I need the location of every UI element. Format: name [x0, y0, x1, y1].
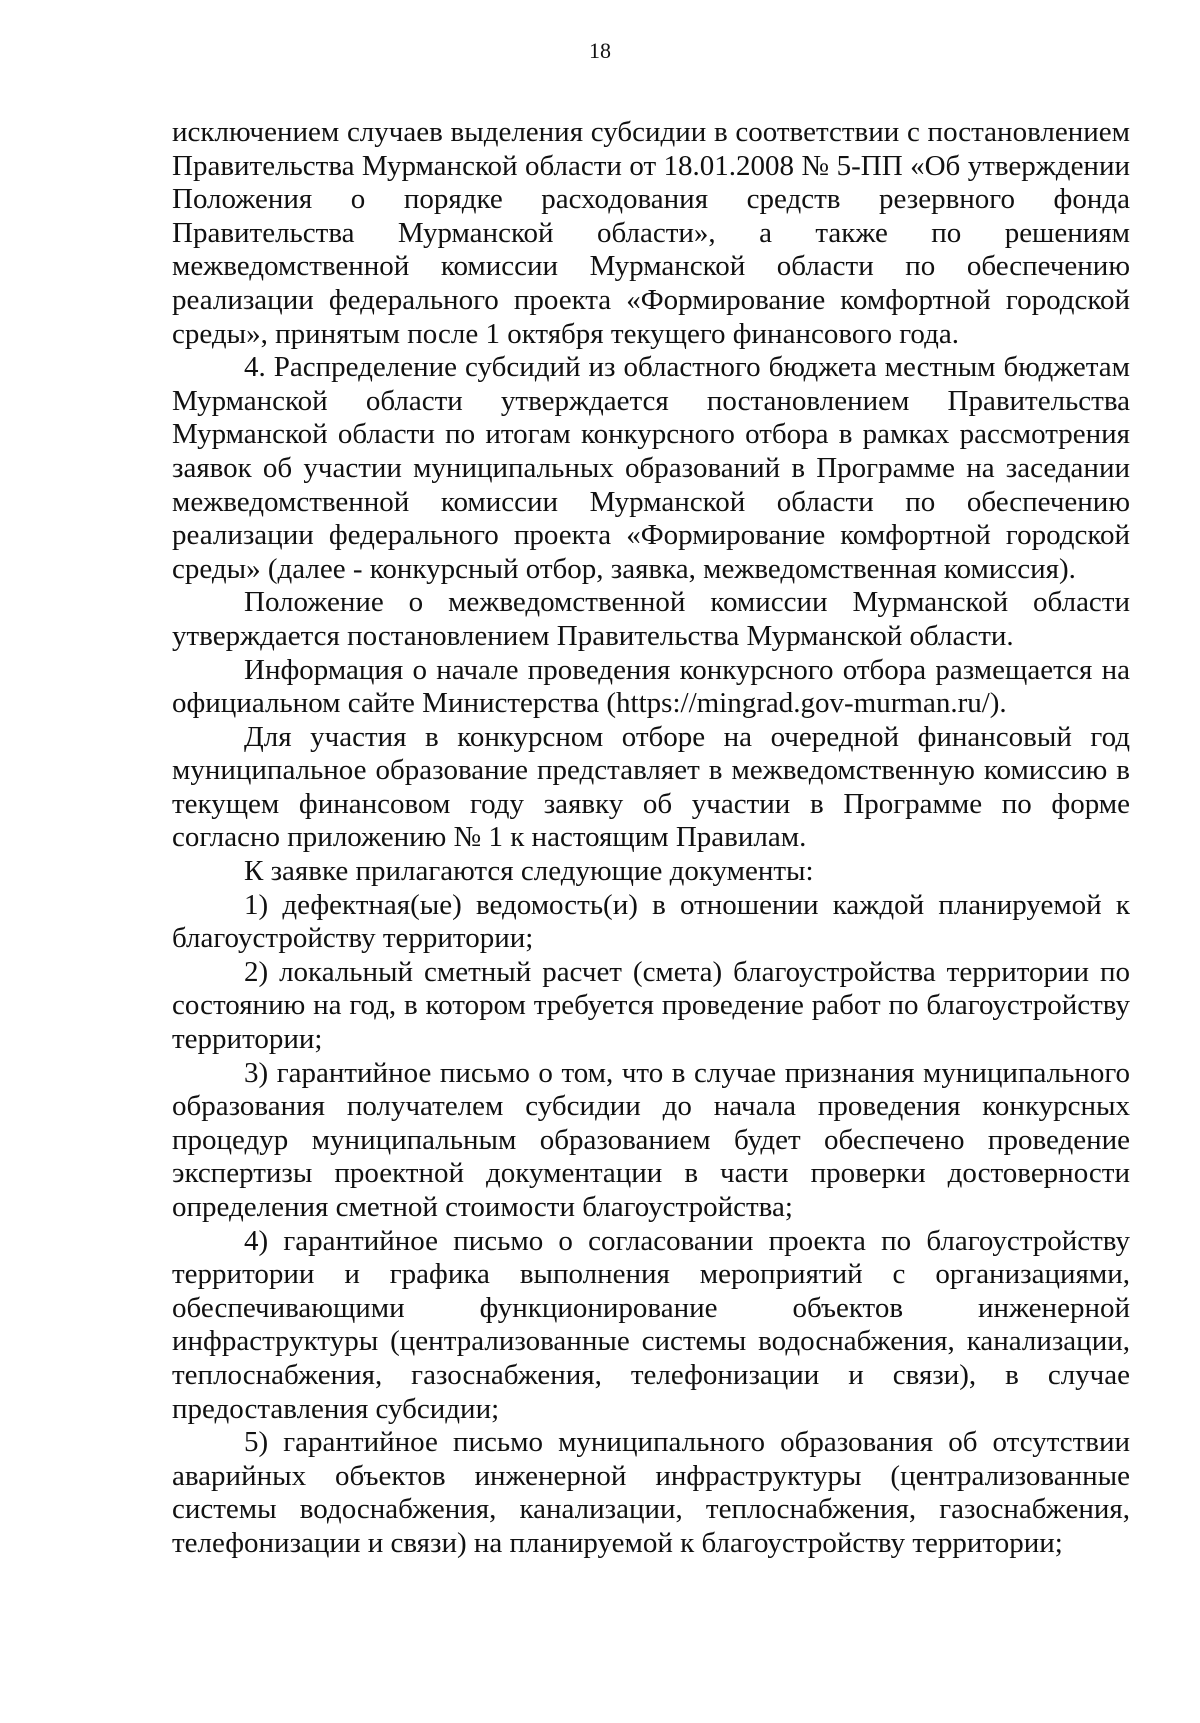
- paragraph-selection-info: Информация о начале проведения конкурсного отбора размещается на официальном сайте Министерства (https://mingrad.gov-murman.ru/).: [172, 653, 1130, 720]
- list-item-1: 1) дефектная(ые) ведомость(и) в отношении каждой планируемой к благоустройству территории;: [172, 888, 1130, 955]
- document-body: [172, 116, 1130, 1561]
- paragraph-continuation: исключением случаев выделения субсидии в соответствии с постановлением Правительства Мурманской области от 18.01.2008 № 5-ПП «Об утверждении Положения о порядке расходования средств резервного фонда Правительства Мурманской области», а также по решениям межведомственной комиссии Мурманской области по обеспечению реализации федерального проекта «Формирование комфортной городской среды», принятым после 1 октября текущего финансового года.: [172, 116, 1130, 350]
- paragraph-participation: Для участия в конкурсном отборе на очередной финансовый год муниципальное образование представляет в межведомственную комиссию в текущем финансовом году заявку об участии в Программе по форме согласно приложению № 1 к настоящим Правилам.: [172, 720, 1130, 854]
- paragraph-commission-regulation: Положение о межведомственной комиссии Мурманской области утверждается постановлением Правительства Мурманской области.: [172, 586, 1130, 652]
- paragraph-documents-intro: К заявке прилагаются следующие документы:: [244, 855, 814, 888]
- page-number: 18: [589, 38, 611, 63]
- list-item-4: 4) гарантийное письмо о согласовании проекта по благоустройству территории и графика выполнения мероприятий с организациями, обеспечивающими функционирование объектов инженерной инфраструктуры (централизованные системы водоснабжения, канализации, теплоснабжения, газоснабжения, телефонизации и связи), в случае предоставления субсидии;: [172, 1224, 1130, 1425]
- paragraph-item-4: 4. Распределение субсидий из областного бюджета местным бюджетам Мурманской области утверждается постановлением Правительства Мурманской области по итогам конкурсного отбора в рамках рассмотрения заявок об участии муниципальных образований в Программе на заседании межведомственной комиссии Мурманской области по обеспечению реализации федерального проекта «Формирование комфортной городской среды» (далее - конкурсный отбор, заявка, межведомственная комиссия).: [172, 351, 1130, 585]
- list-item-2: 2) локальный сметный расчет (смета) благоустройства территории по состоянию на год, в котором требуется проведение работ по благоустройству территории;: [172, 955, 1130, 1056]
- list-item-3: 3) гарантийное письмо о том, что в случае признания муниципального образования получателем субсидии до начала проведения конкурсных процедур муниципальным образованием будет обеспечено проведение экспертизы проектной документации в части проверки достоверности определения сметной стоимости благоустройства;: [172, 1056, 1130, 1223]
- list-item-5: 5) гарантийное письмо муниципального образования об отсутствии аварийных объектов инженерной инфраструктуры (централизованные системы водоснабжения, канализации, теплоснабжения, газоснабжения, телефонизации и связи) на планируемой к благоустройству территории;: [172, 1426, 1130, 1559]
